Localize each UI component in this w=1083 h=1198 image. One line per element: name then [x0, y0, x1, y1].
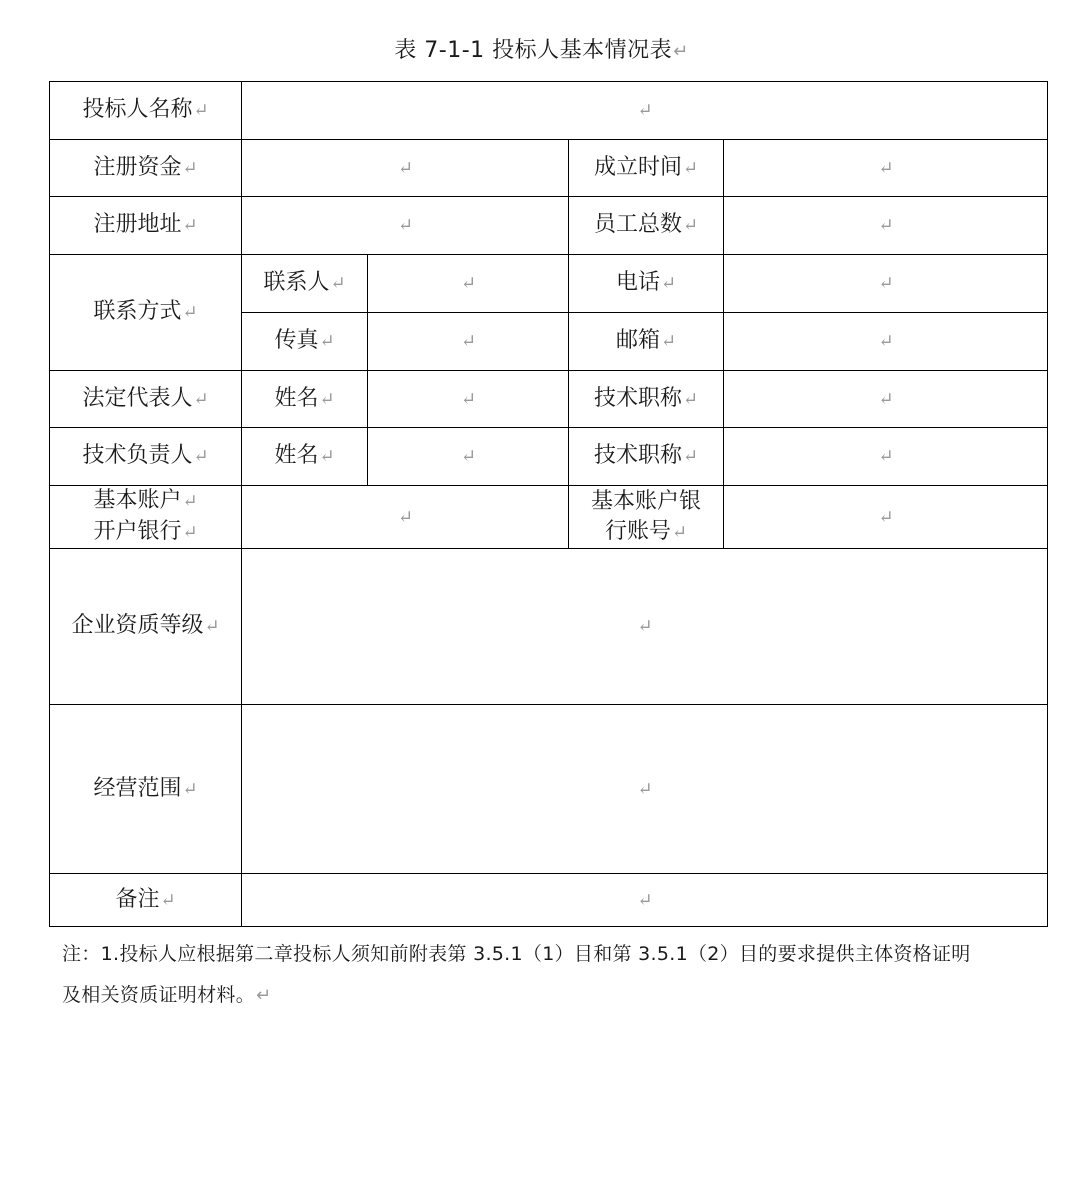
established-time-field[interactable]: ↵ — [724, 140, 1048, 197]
legal-rep-title-field[interactable]: ↵ — [724, 371, 1048, 428]
business-scope-label: 经营范围↵ — [50, 705, 242, 874]
qualification-label: 企业资质等级↵ — [50, 549, 242, 705]
account-field[interactable]: ↵ — [724, 486, 1048, 549]
remarks-field[interactable]: ↵ — [242, 874, 1048, 927]
qualification-field[interactable]: ↵ — [242, 549, 1048, 705]
contact-person-label: 联系人↵ — [242, 255, 368, 313]
tech-lead-name-label: 姓名↵ — [242, 428, 368, 486]
email-label: 邮箱↵ — [569, 313, 724, 371]
established-time-label: 成立时间↵ — [569, 140, 724, 197]
tech-lead-label: 技术负责人↵ — [50, 428, 242, 486]
tech-lead-title-field[interactable]: ↵ — [724, 428, 1048, 486]
bank-label: 基本账户↵ 开户银行↵ — [50, 486, 242, 549]
fax-label: 传真↵ — [242, 313, 368, 371]
table-row — [50, 197, 1048, 255]
table-row — [50, 82, 1048, 140]
contact-person-field[interactable]: ↵ — [368, 255, 569, 313]
legal-rep-name-label: 姓名↵ — [242, 371, 368, 428]
account-label: 基本账户银 行账号↵ — [569, 486, 724, 549]
footnote-line-1: 注：1.投标人应根据第二章投标人须知前附表第 3.5.1（1）目和第 3.5.1（2）目的要求提供主体资格证明 — [62, 943, 971, 965]
employee-total-field[interactable]: ↵ — [724, 197, 1048, 255]
tech-lead-title-label: 技术职称↵ — [569, 428, 724, 486]
table-row — [50, 428, 1048, 486]
table-row — [50, 140, 1048, 197]
table-row — [50, 705, 1048, 874]
bidder-info-table — [49, 81, 1048, 927]
footnote — [62, 934, 1052, 1016]
legal-rep-name-field[interactable]: ↵ — [368, 371, 569, 428]
table-row — [50, 549, 1048, 705]
remarks-label: 备注↵ — [50, 874, 242, 927]
fax-field[interactable]: ↵ — [368, 313, 569, 371]
tech-lead-name-field[interactable]: ↵ — [368, 428, 569, 486]
registered-capital-field[interactable]: ↵ — [242, 140, 569, 197]
legal-rep-title-label: 技术职称↵ — [569, 371, 724, 428]
table-row — [50, 874, 1048, 927]
registered-address-field[interactable]: ↵ — [242, 197, 569, 255]
business-scope-field[interactable]: ↵ — [242, 705, 1048, 874]
legal-rep-label: 法定代表人↵ — [50, 371, 242, 428]
phone-field[interactable]: ↵ — [724, 255, 1048, 313]
registered-capital-label: 注册资金↵ — [50, 140, 242, 197]
bidder-name-label: 投标人名称↵ — [50, 82, 242, 140]
registered-address-label: 注册地址↵ — [50, 197, 242, 255]
email-field[interactable]: ↵ — [724, 313, 1048, 371]
contact-method-label: 联系方式↵ — [50, 255, 242, 371]
table-row — [50, 371, 1048, 428]
footnote-line-2: 及相关资质证明材料。↵ — [62, 984, 272, 1006]
employee-total-label: 员工总数↵ — [569, 197, 724, 255]
phone-label: 电话↵ — [569, 255, 724, 313]
bidder-name-field[interactable]: ↵ — [242, 82, 1048, 140]
bank-field[interactable]: ↵ — [242, 486, 569, 549]
page-title: 表 7-1-1 投标人基本情况表↵ — [394, 38, 689, 63]
table-row — [50, 255, 1048, 313]
table-row — [50, 486, 1048, 549]
